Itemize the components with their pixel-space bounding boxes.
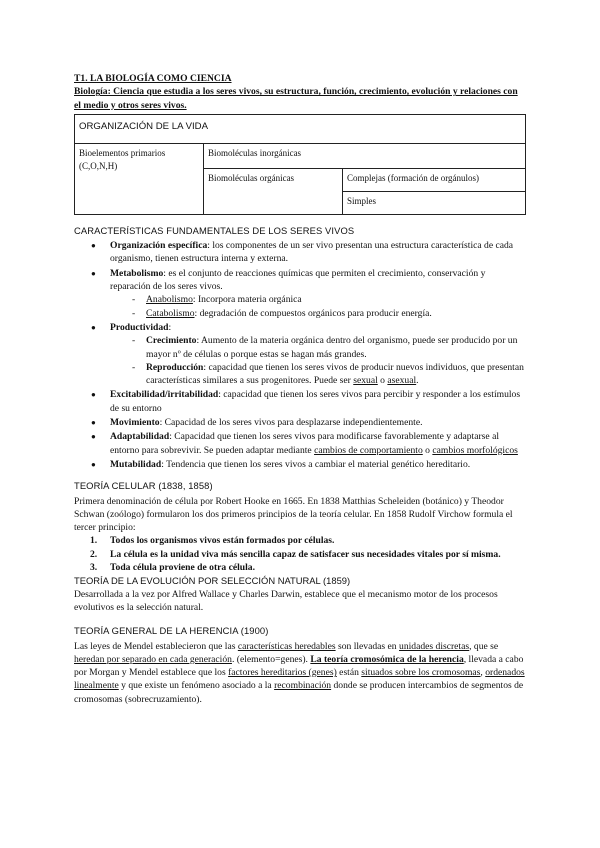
term: Mutabilidad xyxy=(110,458,162,470)
term: Excitabilidad/irritabilidad xyxy=(110,389,219,401)
text-run: son llevadas en xyxy=(335,640,400,652)
complejas-cell: Complejas (formación de orgánulos) xyxy=(343,168,526,191)
text-run: , xyxy=(480,667,486,679)
list-item xyxy=(110,388,526,415)
principle-text: Toda célula proviene de otra célula. xyxy=(110,562,255,574)
definition: : los componentes de un ser vivo presentan una estructura característica de cada organismo, tienen estructura interna y externa. xyxy=(110,240,514,265)
list-item xyxy=(110,458,526,471)
list-item xyxy=(110,416,526,429)
cell-theory-heading: TEORÍA CELULAR (1838, 1858) xyxy=(74,480,213,492)
characteristics-list xyxy=(74,239,526,471)
document-page xyxy=(74,72,526,706)
text-run: , que se xyxy=(469,640,499,652)
document-title: T1. LA BIOLOGÍA COMO CIENCIA xyxy=(74,73,232,84)
definition: : Capacidad de los seres vivos para desplazarse independientemente. xyxy=(159,417,423,429)
text-run: , llevada a cabo por Morgan y Mendel establece que los xyxy=(74,653,524,679)
evolution-text: Desarrollada a la vez por Alfred Wallace y Charles Darwin, establece que el mecanismo motor de los procesos evolutivos es la selección natural. xyxy=(74,588,498,613)
colon: : xyxy=(168,321,172,333)
biology-definition: Biología: Ciencia que estudia a los seres vivos, su estructura, función, crecimiento, evolución y relaciones con el medio y otros seres vivos. xyxy=(74,86,518,111)
list-item xyxy=(110,267,526,320)
term: Catabolismo xyxy=(146,307,195,319)
metabolism-sublist xyxy=(110,293,526,320)
inorganicas-cell: Biomoléculas inorgánicas xyxy=(204,143,526,168)
evolution-heading: TEORÍA DE LA EVOLUCIÓN POR SELECCIÓN NATURAL (1859) xyxy=(74,575,351,587)
on-chromosomes-term: situados sobre los cromosomas xyxy=(361,667,481,679)
principle-text: La célula es la unidad viva más sencilla capaz de satisfacer sus necesidades vitales por sí misma. xyxy=(110,548,501,560)
definition: : capacidad que tienen los seres vivos para percibir y responder a los estímulos de su entorno xyxy=(110,389,521,414)
hereditary-factors-term: factores hereditarios (genes) xyxy=(228,667,337,679)
discrete-units-term: unidades discretas xyxy=(399,640,470,652)
term: Metabolismo xyxy=(110,267,164,279)
text-run: donde se producen intercambios de segmentos de cromosomas (sobrecruzamiento). xyxy=(74,680,524,705)
heredity-heading: TEORÍA GENERAL DE LA HERENCIA (1900) xyxy=(74,625,269,637)
term: Crecimiento xyxy=(146,335,197,347)
heredity-text xyxy=(74,640,526,706)
period: . xyxy=(416,375,419,387)
list-item xyxy=(146,361,526,388)
text-run: y que existe un fenómeno asociado a la xyxy=(118,680,275,692)
cell-theory-principles xyxy=(74,534,526,574)
list-item xyxy=(146,307,526,320)
characteristics-heading: CARACTERÍSTICAS FUNDAMENTALES DE LOS SERES VIVOS xyxy=(74,224,355,236)
definition: : degradación de compuestos orgánicos para producir energía. xyxy=(194,307,432,319)
list-item xyxy=(90,548,526,561)
term: Organización específica xyxy=(110,240,208,252)
recombination-term: recombinación xyxy=(274,680,332,692)
chromosome-theory-term: La teoría cromosómica de la herencia xyxy=(310,653,464,665)
item-number: 3. xyxy=(90,562,98,574)
definition: : es el conjunto de reacciones químicas que permiten el crecimiento, conservación y reparación de los seres vivos. xyxy=(110,267,486,293)
asexual-term: asexual xyxy=(387,375,417,387)
text-run: están xyxy=(336,667,362,679)
term: Adaptabilidad xyxy=(110,431,170,443)
behavior-change-term: cambios de comportamiento xyxy=(314,444,423,456)
list-item xyxy=(90,534,526,547)
simples-cell: Simples xyxy=(343,191,526,214)
definition: : Capacidad que tienen los seres vivos para modificarse favorablemente y adaptarse al entorno para sobrevivir. Se pueden adaptar mediante xyxy=(110,431,499,456)
list-item xyxy=(110,321,526,387)
cell-theory-text: Primera denominación de célula por Robert Hooke en 1665. En 1838 Matthias Scheleiden (botánico) y Theodor Schwan (zoólogo) formularon los dos primeros principios de la teoría celular. En 1858 Rudolf Virchow formula el tercer principio: xyxy=(74,495,513,534)
morphological-change-term: cambios morfológicos xyxy=(432,444,518,456)
text-run: Las leyes de Mendel establecieron que las xyxy=(74,640,238,652)
linear-order-term: ordenados linealmente xyxy=(74,667,525,692)
principle-text: Todos los organismos vivos están formados por células. xyxy=(110,535,335,547)
connector: o xyxy=(422,444,433,456)
definition: : capacidad que tienen los seres vivos de producir nuevos individuos, que presentan características similares a sus progenitores. Puede ser xyxy=(146,361,524,387)
connector: o xyxy=(377,375,388,387)
separate-inheritance-term: heredan por separado en cada generación xyxy=(74,653,232,665)
definition: : Tendencia que tienen los seres vivos a cambiar el material genético hereditario. xyxy=(161,458,471,470)
item-number: 1. xyxy=(90,535,98,547)
table-header: ORGANIZACIÓN DE LA VIDA xyxy=(75,114,526,143)
item-number: 2. xyxy=(90,548,98,560)
list-item xyxy=(110,239,526,266)
text-run: . (elemento=genes). xyxy=(231,653,311,665)
term: Anabolismo xyxy=(146,294,193,306)
bioelementos-cell: Bioelementos primarios (C,O,N,H) xyxy=(75,143,204,214)
term: Reproducción xyxy=(146,361,204,373)
sexual-term: sexual xyxy=(353,375,378,387)
heritable-traits-term: características heredables xyxy=(237,640,336,652)
term: Movimiento xyxy=(110,417,160,429)
list-item xyxy=(146,334,526,361)
list-item xyxy=(110,430,526,457)
organization-table xyxy=(74,114,526,215)
definition: : Incorpora materia orgánica xyxy=(192,294,302,306)
definition: : Aumento de la materia orgánica dentro del organismo, puede ser producido por un mayor nº de células o porque estas se hagan más grandes. xyxy=(146,335,518,360)
term: Productividad xyxy=(110,321,169,333)
productivity-sublist xyxy=(110,334,526,387)
list-item xyxy=(90,561,526,574)
organicas-cell: Biomoléculas orgánicas xyxy=(204,168,343,214)
list-item xyxy=(146,293,526,306)
